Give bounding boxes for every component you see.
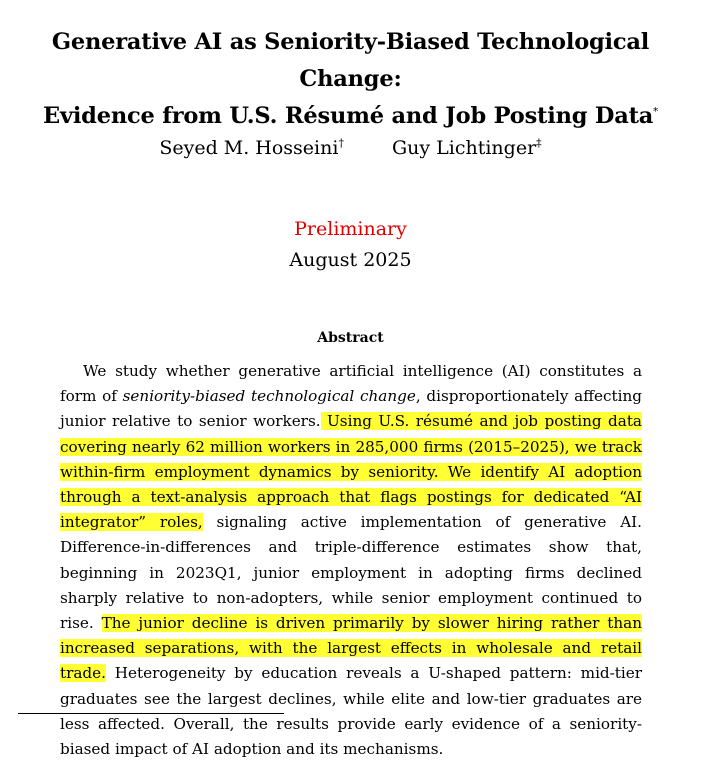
title-line-2: [0, 98, 701, 135]
publication-date: August 2025: [289, 249, 412, 271]
highlight-2: The junior decline is driven primarily by slower hiring rather than increased separations, with the largest effects in wholesale and retail trade.: [60, 614, 642, 683]
author-2-mark: ‡: [536, 136, 542, 150]
abstract-italic-term: seniority-biased technological change: [122, 387, 416, 406]
abstract-text-3: signaling active implementation of generative AI. Difference-in-differences and triple-difference estimates show that, beginning in 2023Q1, junior employment in adopting firms declined sharply relative to non-adopters, while senior employment continued to rise.: [60, 513, 642, 633]
abstract-heading: Abstract: [317, 330, 384, 346]
footnote-rule: [18, 713, 284, 714]
status-label: Preliminary: [294, 218, 407, 240]
paper-title: [0, 24, 701, 135]
author-list: [0, 135, 701, 161]
author-1: [159, 135, 344, 161]
abstract-text-1: We study whether generative artificial intelligence (AI) constitutes a form of: [60, 362, 642, 406]
author-2-name: Guy Lichtinger: [391, 137, 537, 159]
author-1-mark: †: [338, 136, 344, 150]
title-line-2-text: Evidence from U.S. Résumé and Job Posting Data: [43, 103, 654, 129]
abstract-text-4: Heterogeneity by education reveals a U-shaped pattern: mid-tier graduates see the largest declines, while elite and low-tier graduates are less affected. Overall, the results provide early evidence of a seniority-biased impact of AI adoption and its mechanisms.: [60, 664, 642, 759]
abstract-text-2: , disproportionately affecting junior relative to senior workers.: [60, 387, 642, 431]
title-line-1: Generative AI as Seniority-Biased Technological Change:: [51, 29, 650, 92]
author-2: [392, 135, 542, 161]
title-footnote-mark: *: [653, 106, 658, 118]
highlight-1: Using U.S. résumé and job posting data covering nearly 62 million workers in 285,000 firms (2015–2025), we track within-firm employment dynamics by seniority. We identify AI adoption through a text-analysis approach that flags postings for dedicated “AI integrator” roles,: [60, 412, 642, 532]
abstract-body: [60, 359, 642, 762]
author-1-name: Seyed M. Hosseini: [159, 137, 339, 159]
